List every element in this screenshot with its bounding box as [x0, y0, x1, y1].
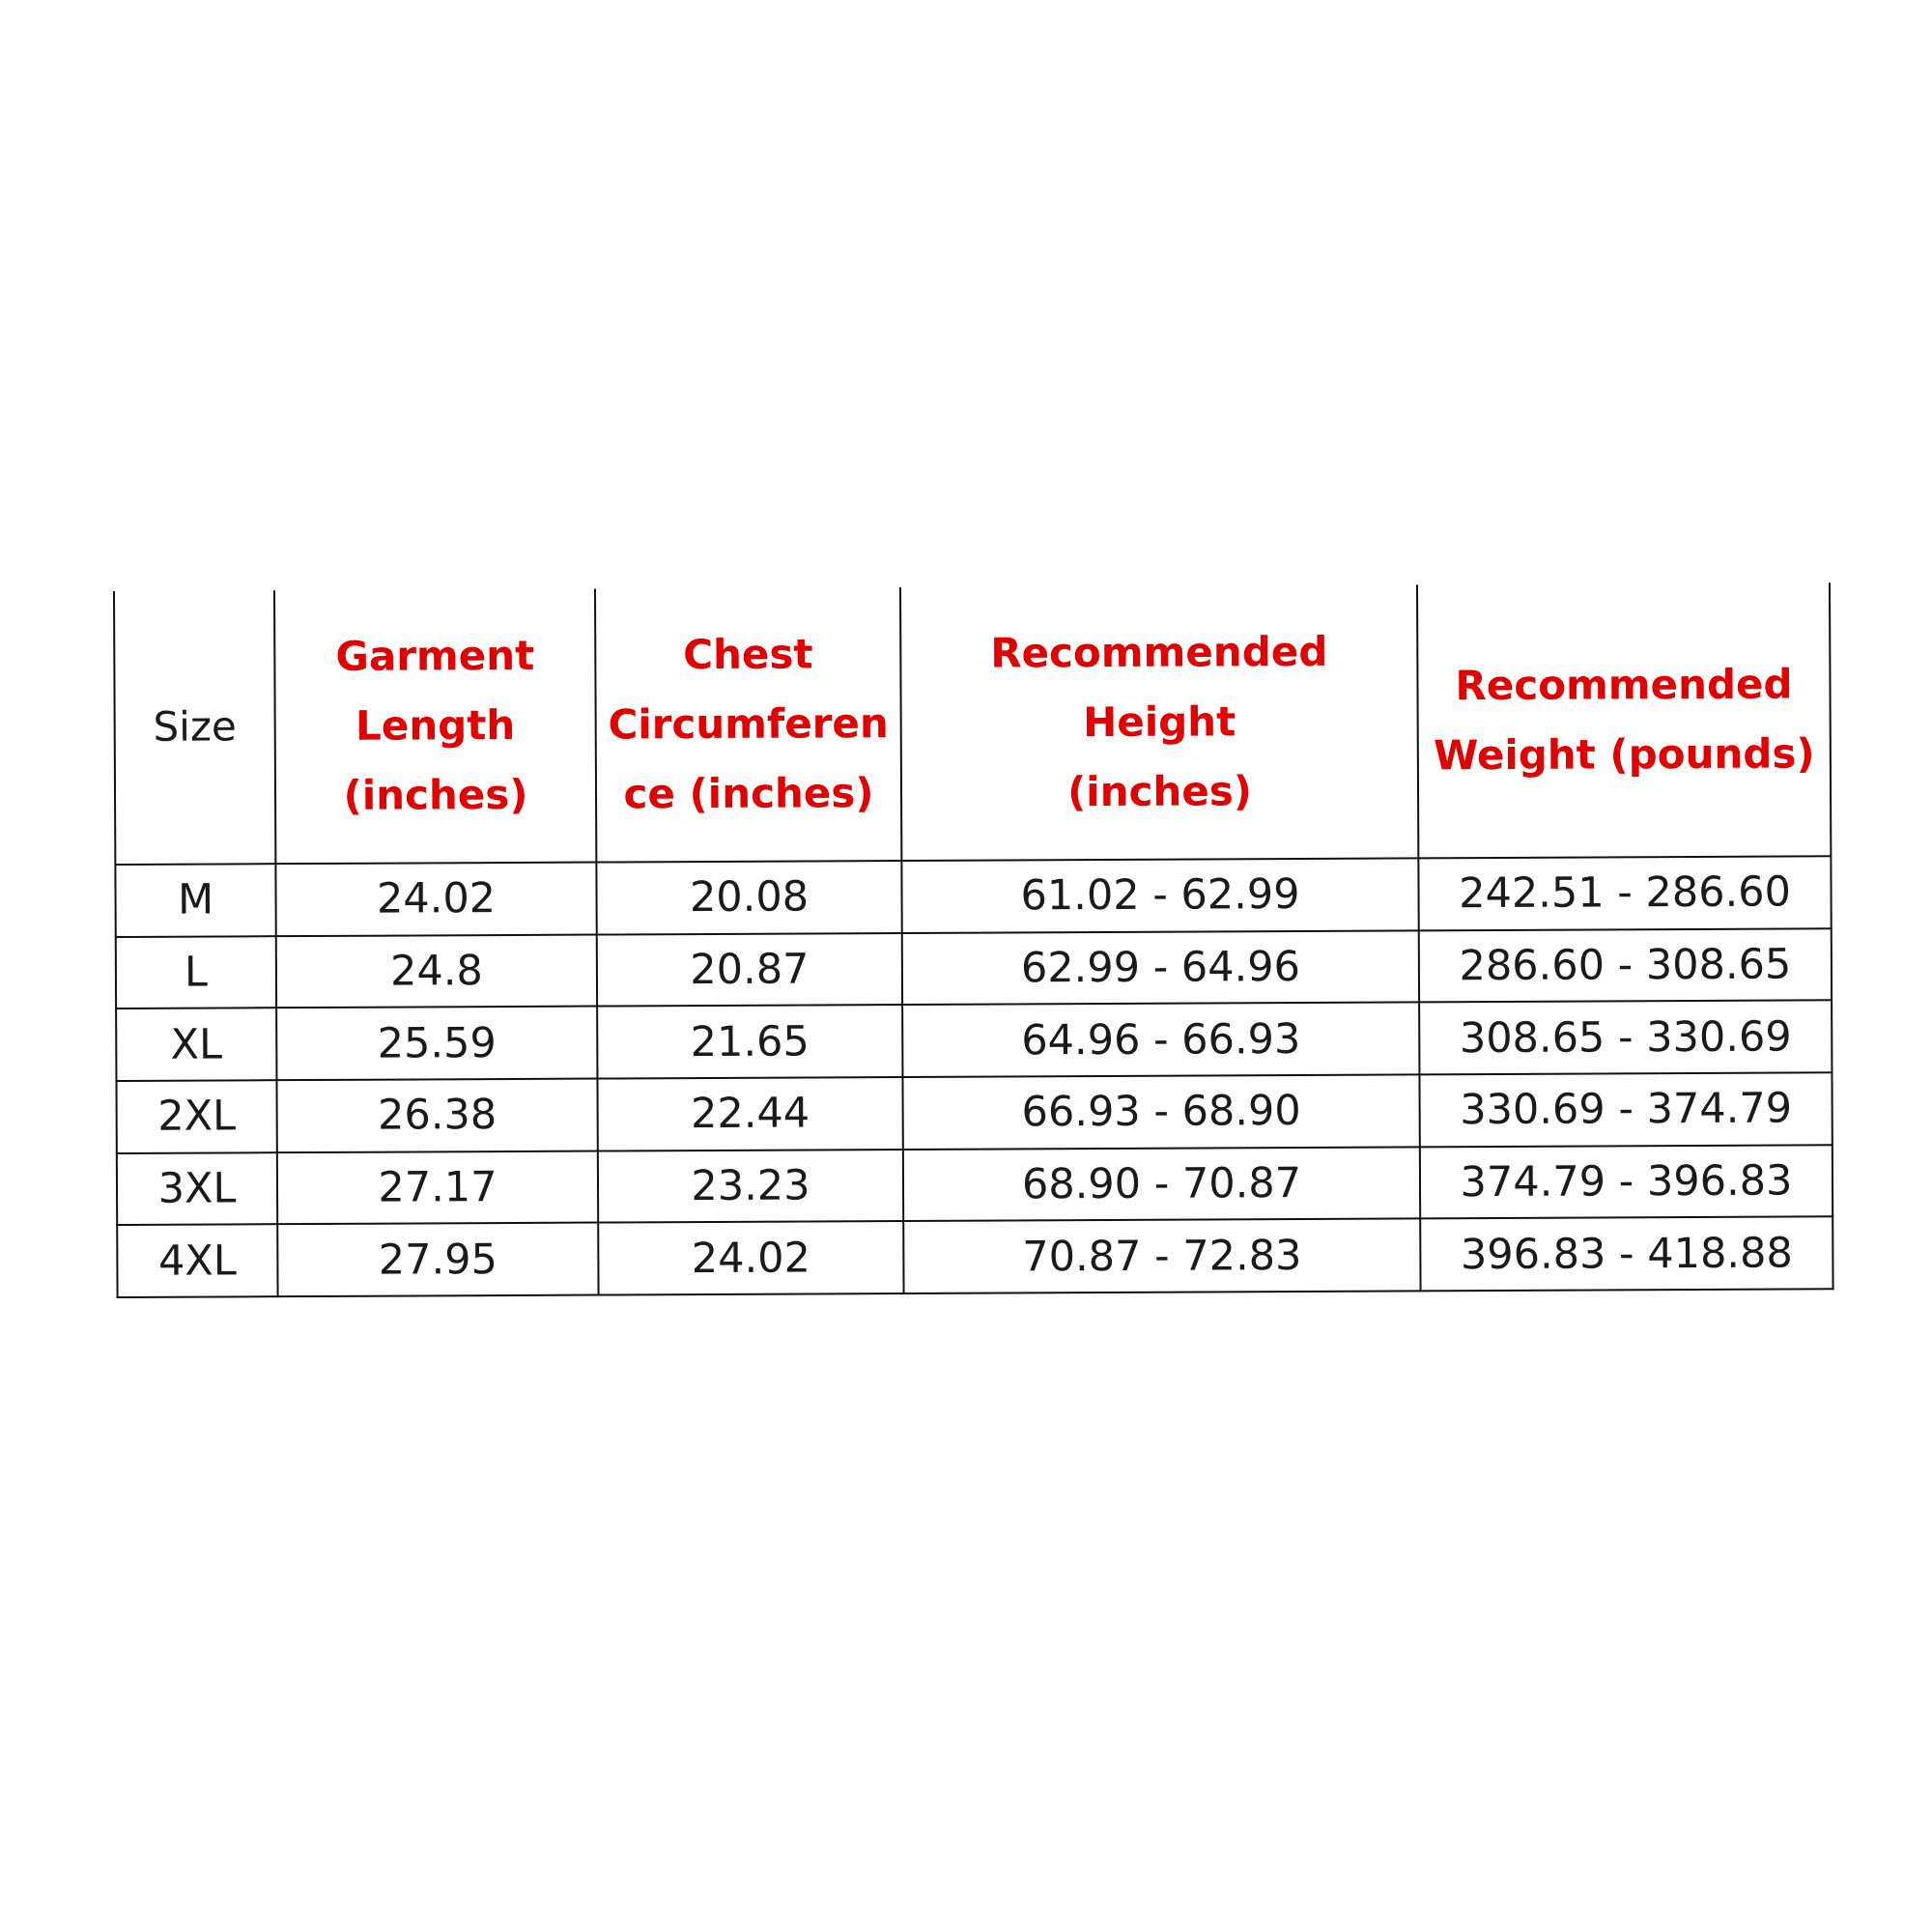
cell-chest: 20.08 — [596, 861, 901, 934]
cell-size: 4XL — [117, 1224, 277, 1297]
cell-garment-length: 24.8 — [276, 934, 597, 1008]
cell-height: 61.02 - 62.99 — [901, 858, 1418, 932]
header-weight-line-2: Weight (pounds) — [1433, 729, 1815, 780]
cell-garment-length: 26.38 — [276, 1079, 597, 1152]
table-row — [116, 928, 1832, 1009]
header-size: Size — [114, 590, 275, 865]
cell-weight: 396.83 - 418.88 — [1420, 1217, 1833, 1292]
header-chest-line-1: Chest — [683, 630, 813, 679]
table-row — [116, 1001, 1832, 1081]
cell-size: XL — [116, 1008, 276, 1080]
table-row — [117, 1217, 1833, 1297]
cell-height: 62.99 - 64.96 — [902, 930, 1419, 1005]
cell-chest: 20.87 — [597, 933, 902, 1007]
cell-weight: 330.69 - 374.79 — [1419, 1072, 1832, 1147]
table-row — [117, 1145, 1833, 1225]
table-body — [115, 856, 1833, 1297]
header-height-line-2: (inches) — [1066, 767, 1253, 816]
cell-size: 3XL — [117, 1152, 277, 1225]
cell-chest: 24.02 — [598, 1221, 903, 1294]
table-header — [114, 582, 1831, 865]
header-chest-circumference — [595, 587, 901, 863]
cell-size: 2XL — [116, 1080, 276, 1152]
cell-garment-length: 27.17 — [277, 1151, 598, 1224]
header-height-line-1: Recommended Height — [990, 627, 1328, 747]
header-weight-line-1: Recommended — [1455, 660, 1793, 710]
header-garment-length — [274, 589, 596, 865]
cell-weight: 374.79 - 396.83 — [1420, 1145, 1833, 1219]
header-recommended-height — [900, 584, 1418, 861]
cell-chest: 21.65 — [597, 1005, 902, 1078]
cell-height: 68.90 - 70.87 — [903, 1147, 1420, 1221]
table-row — [115, 856, 1831, 936]
header-recommended-weight — [1417, 582, 1831, 858]
size-chart-table — [113, 582, 1834, 1298]
size-chart — [113, 582, 1833, 1298]
cell-height: 70.87 - 72.83 — [903, 1219, 1420, 1293]
cell-chest: 22.44 — [597, 1077, 902, 1151]
cell-garment-length: 24.02 — [275, 863, 596, 936]
cell-garment-length: 25.59 — [276, 1007, 597, 1080]
header-row — [114, 582, 1831, 865]
cell-height: 64.96 - 66.93 — [902, 1003, 1419, 1077]
table-row — [116, 1072, 1832, 1152]
header-chest-line-2: Circumferen — [608, 699, 889, 749]
cell-height: 66.93 - 68.90 — [902, 1074, 1419, 1149]
header-garment-length-line-2: Length — [355, 700, 516, 750]
header-chest-line-3: ce (inches) — [623, 769, 874, 818]
cell-chest: 23.23 — [598, 1150, 903, 1223]
cell-garment-length: 27.95 — [277, 1223, 598, 1296]
cell-size: M — [115, 864, 275, 936]
header-garment-length-line-1: Garment — [335, 631, 535, 680]
cell-weight: 242.51 - 286.60 — [1418, 856, 1831, 930]
cell-weight: 308.65 - 330.69 — [1419, 1001, 1832, 1075]
header-garment-length-line-3: (inches) — [343, 770, 528, 819]
cell-size: L — [116, 936, 276, 1009]
cell-weight: 286.60 - 308.65 — [1419, 928, 1832, 1003]
